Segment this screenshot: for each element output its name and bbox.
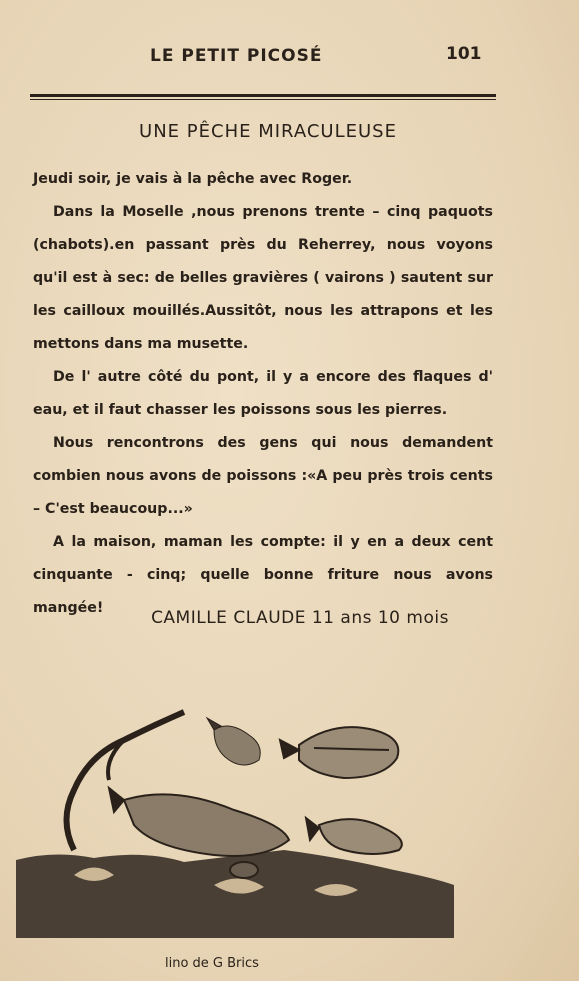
story-body [33,163,493,625]
illustration-credit: lino de G Brics [165,956,259,971]
author-signature: CAMILLE CLAUDE 11 ans 10 mois [151,608,449,628]
story-paragraph: Nous rencontrons des gens qui nous demandent combien nous avons de poissons :«A peu près trois cents – C'est beaucoup...» [33,435,493,517]
journal-title: LE PETIT PICOSÉ [150,46,323,66]
fish-small-right [306,818,402,854]
story-paragraph: Dans la Moselle ,nous prenons trente – cinq paquots (chabots).en passant près du Reherrey, nous voyons qu'il est à sec: de belles gravières ( vairons ) sautent sur les cailloux mouillés.Aussitôt, nous les attrapons et les mettons dans ma musette. [33,204,493,352]
page-number: 101 [446,44,482,64]
story-paragraph: A la maison, maman les compte: il y en a deux cent cinquante - cinq; quelle bonne friture nous avons mangée! [33,534,493,616]
page-header [0,42,579,72]
story-paragraph: Jeudi soir, je vais à la pêche avec Roger. [33,171,353,187]
fish-small-top [207,718,260,765]
story-paragraph: De l' autre côté du pont, il y a encore des flaques d' eau, et il faut chasser les poissons sous les pierres. [33,369,493,418]
header-rule [30,94,496,100]
fish-large-right [280,727,398,778]
story-title: UNE PÊCHE MIRACULEUSE [139,121,397,142]
fish-linocut-illustration [14,700,464,945]
